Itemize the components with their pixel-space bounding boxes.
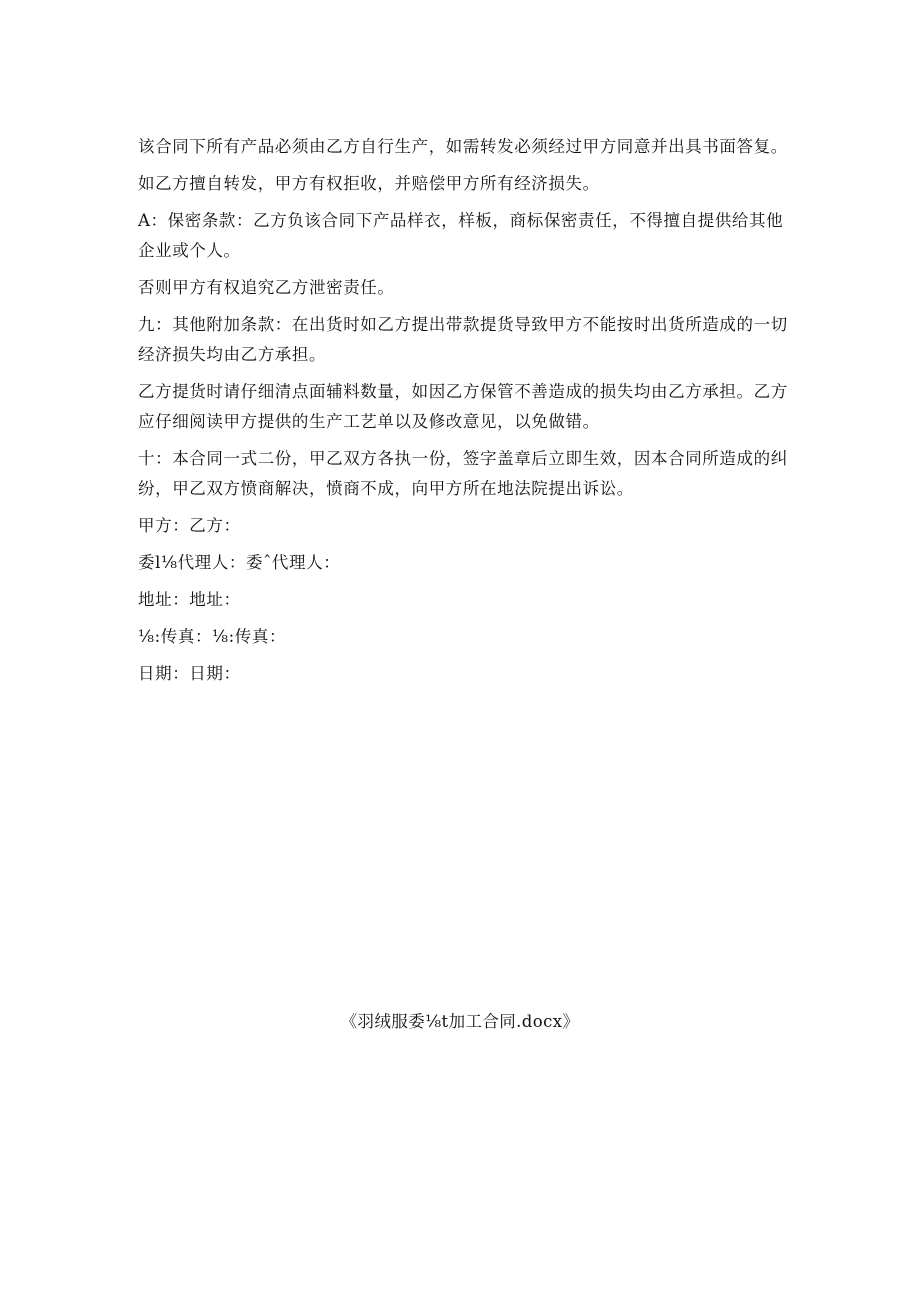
document-file-title: 《羽绒服委⅛t加工合同.docx》 (340, 1012, 580, 1031)
paragraph-line: 如乙方擅自转发，甲方有权拒收，并赔偿甲方所有经济损失。 (138, 174, 600, 193)
paragraph-line: 经济损失均由乙方承担。 (138, 345, 327, 364)
signature-phone-fax-line: ⅛:传真：⅛:传真： (138, 627, 287, 646)
contract-body (138, 132, 788, 696)
signature-party-line: 甲方：乙方： (138, 516, 241, 535)
signature-address-line: 地址：地址： (138, 590, 241, 609)
paragraph-line: 九：其他附加条款：在出货时如乙方提出带款提货导致甲方不能按时出货所造成的一切 (138, 315, 788, 334)
paragraph-line: 十：本合同一式二份，甲乙双方各执一份，签字盖章后立即生效，因本合同所造成的纠 (138, 449, 788, 468)
paragraph-line: A：保密条款：乙方负该合同下产品样衣，样板，商标保密责任，不得擅自提供给其他 (138, 211, 784, 230)
paragraph-line: 纷，甲乙双方愤商解决，愤商不成，向甲方所在地法院提出诉讼。 (138, 479, 634, 498)
paragraph-line: 乙方提货时请仔细清点面辅料数量，如因乙方保管不善造成的损失均由乙方承担。乙方 (138, 382, 788, 401)
paragraph-line: 该合同下所有产品必须由乙方自行生产，如需转发必须经过甲方同意并出具书面答复。 (138, 137, 788, 156)
signature-date-line: 日期：日期： (138, 664, 241, 683)
paragraph-line: 否则甲方有权追究乙方泄密责任。 (138, 278, 395, 297)
paragraph-line: 企业或个人。 (138, 241, 241, 260)
signature-agent-line: 委l⅛代理人：委ˆ代理人： (138, 553, 341, 572)
paragraph-line: 应仔细阅读甲方提供的生产工艺单以及修改意见，以免做错。 (138, 412, 600, 431)
